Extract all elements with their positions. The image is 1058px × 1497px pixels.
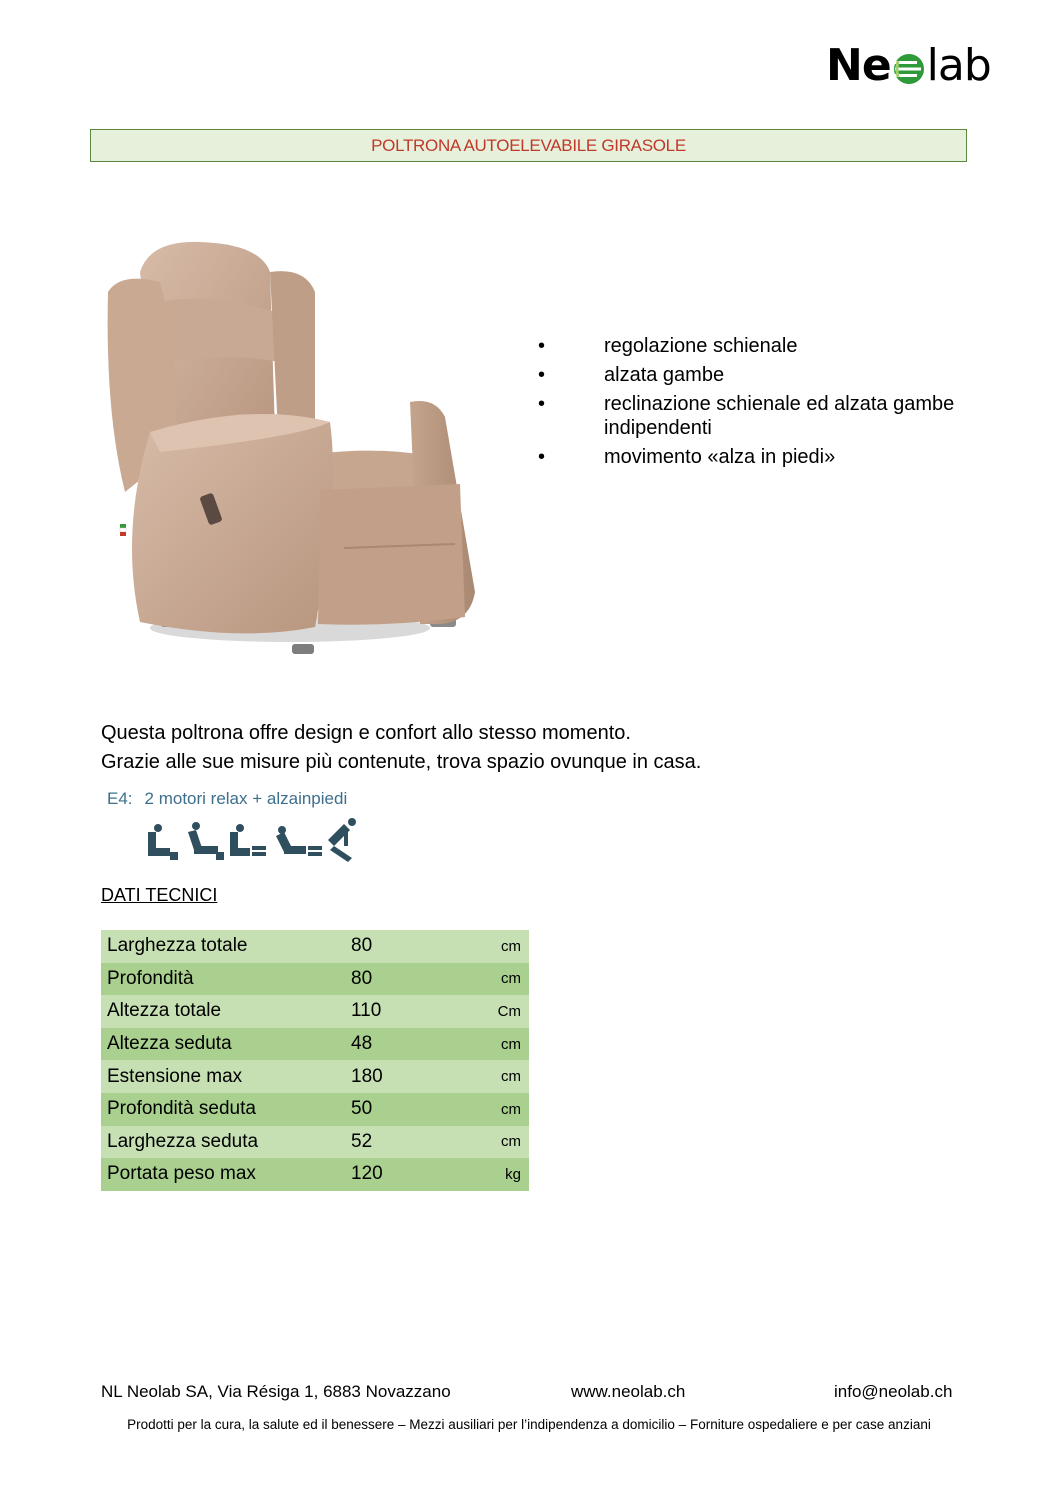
footer-tagline: Prodotti per la cura, la salute ed il benessere – Mezzi ausiliari per l’indipendenza a domicilio – Forniture ospedaliere e per case anziani xyxy=(127,1417,931,1432)
specs-table xyxy=(101,930,529,1191)
motor-code: E4: xyxy=(107,789,133,808)
neolab-leaf-icon xyxy=(892,52,926,86)
full-recline-icon xyxy=(276,826,322,856)
spec-unit: cm xyxy=(445,1093,529,1126)
spec-value: 110 xyxy=(345,995,445,1028)
footer-email-link[interactable]: info@neolab.ch xyxy=(834,1382,953,1401)
spec-label: Profondità seduta xyxy=(101,1093,345,1126)
spec-unit: cm xyxy=(445,1028,529,1061)
neolab-logo xyxy=(826,38,991,94)
spec-label: Profondità xyxy=(101,963,345,996)
spec-value: 80 xyxy=(345,963,445,996)
page-title: POLTRONA AUTOELEVABILE GIRASOLE xyxy=(90,129,967,162)
legs-up-position-icon xyxy=(230,824,266,856)
spec-label: Portata peso max xyxy=(101,1158,345,1191)
spec-unit: cm xyxy=(445,1060,529,1093)
feature-text: reclinazione schienale ed alzata gambe indipendenti xyxy=(604,393,955,439)
product-description xyxy=(101,719,701,777)
description-line: Grazie alle sue misure più contenute, trova spazio ovunque in casa. xyxy=(101,751,702,773)
description-line: Questa poltrona offre design e confort allo stesso momento. xyxy=(101,722,631,744)
bullet-icon: • xyxy=(538,364,546,386)
table-row xyxy=(101,1093,529,1126)
list-item xyxy=(536,445,956,469)
seated-position-icon xyxy=(148,824,178,860)
logo-text-ne: Ne xyxy=(826,40,891,91)
table-row xyxy=(101,995,529,1028)
relax-position-icon xyxy=(188,822,224,860)
bullet-icon: • xyxy=(538,446,546,468)
table-row xyxy=(101,1126,529,1159)
spec-value: 80 xyxy=(345,930,445,963)
logo-text-lab: lab xyxy=(926,40,991,91)
spec-label: Altezza totale xyxy=(101,995,345,1028)
table-row xyxy=(101,1060,529,1093)
feature-text: alzata gambe xyxy=(604,364,725,386)
bullet-icon: • xyxy=(538,393,546,415)
spec-label: Larghezza totale xyxy=(101,930,345,963)
motor-description: 2 motori relax + alzainpiedi xyxy=(144,789,348,808)
spec-unit: cm xyxy=(445,930,529,963)
armchair-photo xyxy=(100,232,490,672)
spec-value: 52 xyxy=(345,1126,445,1159)
table-row xyxy=(101,930,529,963)
spec-value: 120 xyxy=(345,1158,445,1191)
spec-unit: cm xyxy=(445,963,529,996)
spec-label: Altezza seduta xyxy=(101,1028,345,1061)
spec-value: 48 xyxy=(345,1028,445,1061)
spec-label: Larghezza seduta xyxy=(101,1126,345,1159)
feature-list xyxy=(536,334,956,474)
motor-label xyxy=(107,789,347,809)
list-item xyxy=(536,392,956,440)
bullet-icon: • xyxy=(538,335,546,357)
spec-unit: Cm xyxy=(445,995,529,1028)
footer-website-link[interactable]: www.neolab.ch xyxy=(571,1382,686,1401)
list-item xyxy=(536,363,956,387)
table-row xyxy=(101,963,529,996)
spec-unit: cm xyxy=(445,1126,529,1159)
table-row xyxy=(101,1028,529,1061)
spec-value: 180 xyxy=(345,1060,445,1093)
feature-text: regolazione schienale xyxy=(604,335,798,357)
feature-text: movimento «alza in piedi» xyxy=(604,446,836,468)
stand-up-position-icon xyxy=(328,818,356,862)
list-item xyxy=(536,334,956,358)
spec-unit: kg xyxy=(445,1158,529,1191)
footer-address: NL Neolab SA, Via Résiga 1, 6883 Novazzano xyxy=(101,1382,451,1401)
motor-positions-icons xyxy=(146,818,361,864)
spec-label: Estensione max xyxy=(101,1060,345,1093)
specs-title: DATI TECNICI xyxy=(101,885,218,905)
table-row xyxy=(101,1158,529,1191)
spec-value: 50 xyxy=(345,1093,445,1126)
